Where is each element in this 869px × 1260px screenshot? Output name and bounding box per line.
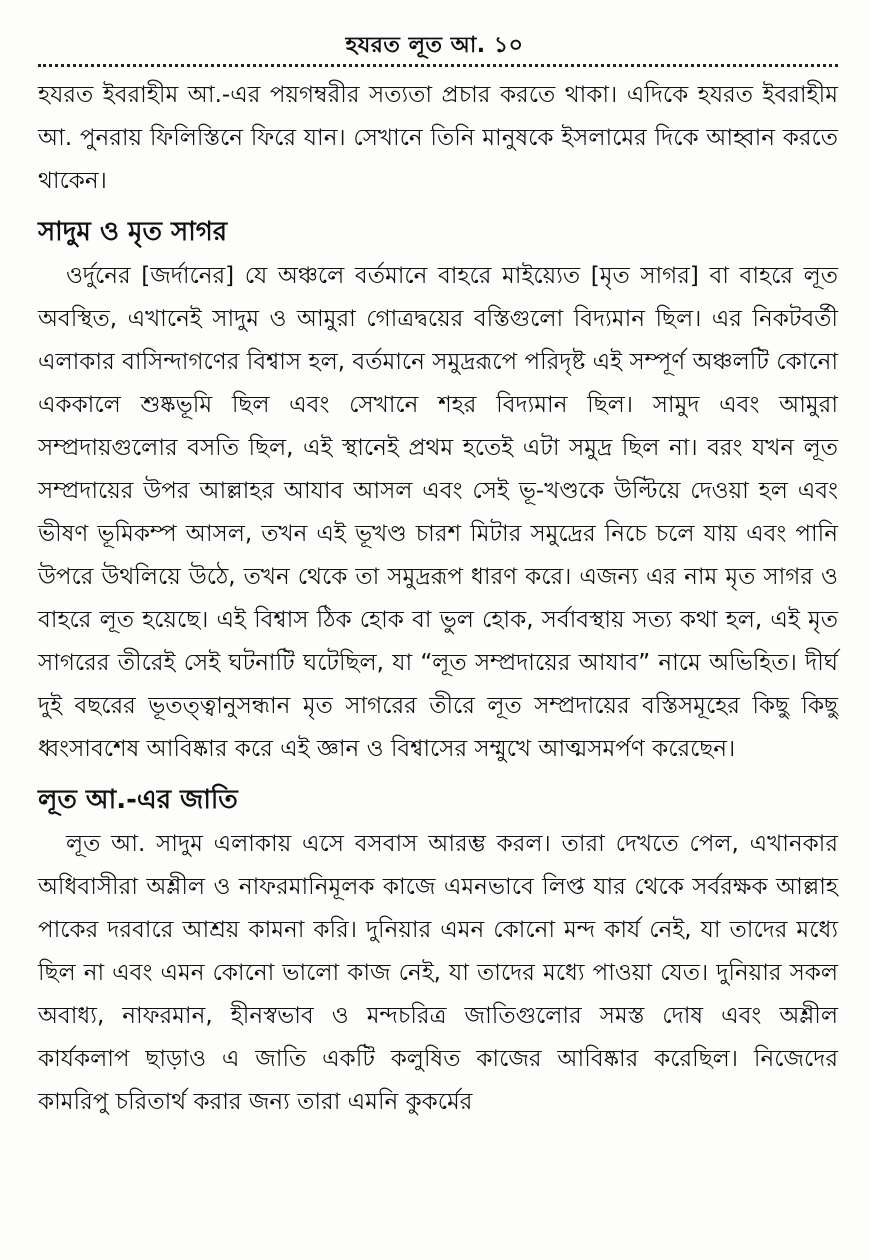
- section-heading-sadum: সাদুম ও মৃত সাগর: [38, 217, 228, 247]
- running-header: হযরত লূত আ. ১০: [345, 33, 524, 58]
- header-dotted-rule: [38, 64, 838, 67]
- paragraph-lut-nation: লূত আ. সাদুম এলাকায় এসে বসবাস আরম্ভ করল। তারা দেখতে পেল, এখানকার অধিবাসীরা অশ্লীল ও নাফরমানিমূলক কাজে এমনভাবে লিপ্ত যার থেকে সর্বরক্ষক আল্লাহ পাকের দরবারে আশ্রয় কামনা করি। দুনিয়ার এমন কোনো মন্দ কার্য নেই, যা তাদের মধ্যে ছিল না এবং এমন কোনো ভালো কাজ নেই, যা তাদের মধ্যে পাওয়া যেত। দুনিয়ার সকল অবাধ্য, নাফরমান, হীনস্বভাব ও মন্দচরিত্র জাতিগুলোর সমস্ত দোষ এবং অশ্লীল কার্যকলাপ ছাড়াও এ জাতি একটি কলুষিত কাজের আবিষ্কার করেছিল। নিজেদের কামরিপু চরিতার্থ করার জন্য তারা এমনি কুকর্মের: [38, 831, 838, 1115]
- section-heading-lut-nation: লূত আ.-এর জাতি: [38, 785, 238, 815]
- page-body: [38, 74, 838, 1124]
- intro-paragraph: হযরত ইবরাহীম আ.-এর পয়গম্বরীর সত্যতা প্রচার করতে থাকা। এদিকে হযরত ইবরাহীম আ. পুনরায় ফিলিস্তিনে ফিরে যান। সেখানে তিনি মানুষকে ইসলামের দিকে আহ্বান করতে থাকেন।: [38, 82, 838, 194]
- paragraph-sadum: ওর্দুনের [জর্দানের] যে অঞ্চলে বর্তমানে বাহরে মাইয়্যেত [মৃত সাগর] বা বাহরে লূত অবস্থিত, এখানেই সাদুম ও আমুরা গোত্রদ্বয়ের বস্তিগুলো বিদ্যমান ছিল। এর নিকটবর্তী এলাকার বাসিন্দাগণের বিশ্বাস হল, বর্তমানে সমুদ্ররূপে পরিদৃষ্ট এই সম্পূর্ণ অঞ্চলটি কোনো এককালে শুষ্কভূমি ছিল এবং সেখানে শহর বিদ্যমান ছিল। সামুদ এবং আমুরা সম্প্রদায়গুলোর বসতি ছিল, এই স্থানেই প্রথম হতেই এটা সমুদ্র ছিল না। বরং যখন লূত সম্প্রদায়ের উপর আল্লাহর আযাব আসল এবং সেই ভূ-খণ্ডকে উল্টিয়ে দেওয়া হল এবং ভীষণ ভূমিকম্প আসল, তখন এই ভূখণ্ড চারশ মিটার সমুদ্রের নিচে চলে যায় এবং পানি উপরে উথলিয়ে উঠে, তখন থেকে তা সমুদ্ররূপ ধারণ করে। এজন্য এর নাম মৃত সাগর ও বাহরে লূত হয়েছে। এই বিশ্বাস ঠিক হোক বা ভুল হোক, সর্বাবস্থায় সত্য কথা হল, এই মৃত সাগরের তীরেই সেই ঘটনাটি ঘটেছিল, যা “লূত সম্প্রদায়ের আযাব” নামে অভিহিত। দীর্ঘ দুই বছরের ভূতত্ত্বানুসন্ধান মৃত সাগরের তীরে লূত সম্প্রদায়ের বস্তিসমূহের কিছু কিছু ধ্বংসাবশেষ আবিষ্কার করে এই জ্ঞান ও বিশ্বাসের সম্মুখে আত্মসমর্পণ করেছেন।: [38, 263, 838, 762]
